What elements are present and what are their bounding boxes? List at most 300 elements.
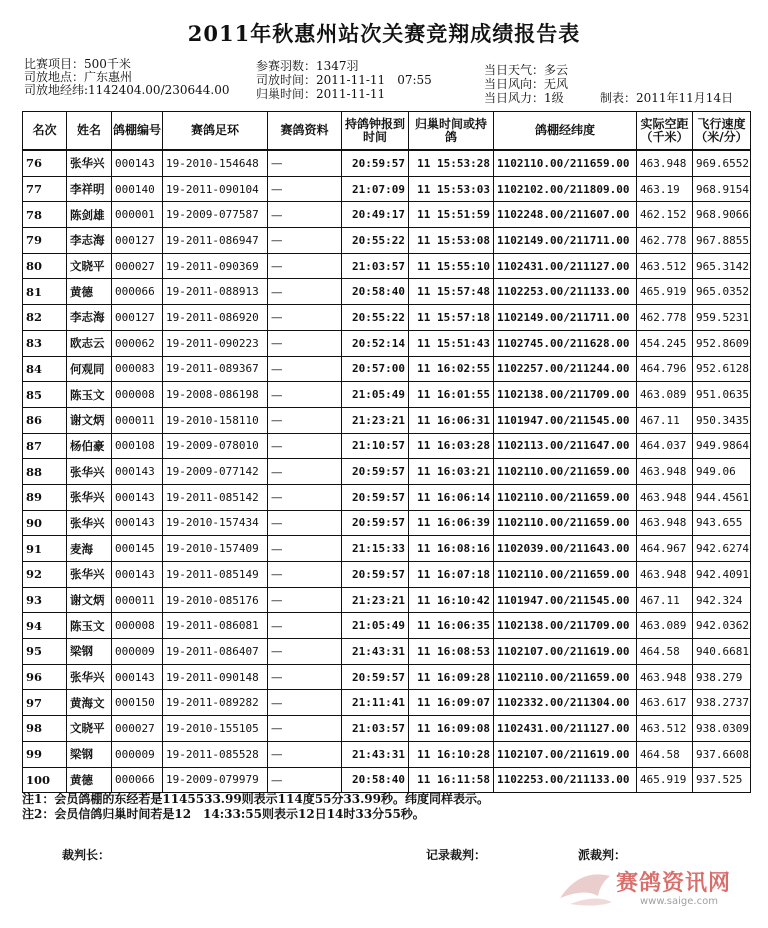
cell-speed: 943.655 [693, 510, 751, 536]
cell-dist: 463.948 [637, 664, 693, 690]
cell-dist: 462.778 [637, 305, 693, 331]
cell-clock: 20:59:57 [342, 484, 409, 510]
cell-loft: 000143 [112, 150, 163, 176]
cell-info: — [268, 279, 342, 305]
cell-speed: 942.0362 [693, 613, 751, 639]
cell-ring: 19-2011-086920 [163, 305, 268, 331]
cell-name: 谢文炳 [67, 407, 112, 433]
meta-wind-force: 当日风力：1级 [484, 91, 564, 105]
cell-loft: 000150 [112, 690, 163, 716]
table-row [23, 664, 751, 690]
cell-dist: 463.512 [637, 253, 693, 279]
cell-ring: 19-2011-090104 [163, 176, 268, 202]
cell-rank: 99 [23, 741, 67, 767]
cell-speed: 944.4561 [693, 484, 751, 510]
cell-info: — [268, 407, 342, 433]
cell-arrive: 11 16:09:28 [409, 664, 494, 690]
cell-ring: 19-2011-086947 [163, 228, 268, 254]
cell-ring: 19-2010-155105 [163, 716, 268, 742]
cell-info: — [268, 305, 342, 331]
cell-rank: 85 [23, 382, 67, 408]
cell-dist: 465.919 [637, 279, 693, 305]
cell-loft: 000066 [112, 767, 163, 793]
signature-dispatch-judge: 派裁判： [578, 848, 627, 862]
meta-prepared-date: 制表：2011年11月14日 [600, 91, 734, 105]
cell-speed: 942.6274 [693, 536, 751, 562]
cell-rank: 79 [23, 228, 67, 254]
cell-arrive: 11 16:09:07 [409, 690, 494, 716]
cell-dist: 463.948 [637, 150, 693, 176]
cell-info: — [268, 253, 342, 279]
cell-arrive: 11 15:53:08 [409, 228, 494, 254]
cell-arrive: 11 15:53:28 [409, 150, 494, 176]
cell-clock: 20:59:57 [342, 664, 409, 690]
cell-clock: 20:59:57 [342, 150, 409, 176]
cell-coord: 1102107.00/211619.00 [494, 639, 637, 665]
cell-ring: 19-2011-086407 [163, 639, 268, 665]
cell-speed: 937.6608 [693, 741, 751, 767]
cell-coord: 1102332.00/211304.00 [494, 690, 637, 716]
table-row [23, 536, 751, 562]
cell-speed: 938.279 [693, 664, 751, 690]
table-row [23, 253, 751, 279]
cell-dist: 463.948 [637, 510, 693, 536]
cell-loft: 000083 [112, 356, 163, 382]
cell-dist: 463.948 [637, 484, 693, 510]
cell-arrive: 11 16:11:58 [409, 767, 494, 793]
cell-loft: 000008 [112, 613, 163, 639]
cell-clock: 20:55:22 [342, 305, 409, 331]
cell-loft: 000027 [112, 253, 163, 279]
signature-record-judge: 记录裁判： [426, 848, 487, 862]
cell-dist: 463.948 [637, 459, 693, 485]
cell-ring: 19-2011-089282 [163, 690, 268, 716]
cell-dist: 463.089 [637, 613, 693, 639]
cell-ring: 19-2011-086081 [163, 613, 268, 639]
cell-dist: 464.58 [637, 741, 693, 767]
cell-coord: 1102745.00/211628.00 [494, 330, 637, 356]
meta-release-coords: 司放地经纬:1142404.00/230644.00 [24, 83, 230, 97]
cell-arrive: 11 16:09:08 [409, 716, 494, 742]
cell-loft: 000027 [112, 716, 163, 742]
cell-info: — [268, 356, 342, 382]
cell-arrive: 11 16:10:28 [409, 741, 494, 767]
cell-rank: 92 [23, 562, 67, 588]
cell-ring: 19-2011-090223 [163, 330, 268, 356]
cell-speed: 951.0635 [693, 382, 751, 408]
cell-arrive: 11 15:57:48 [409, 279, 494, 305]
cell-rank: 90 [23, 510, 67, 536]
cell-coord: 1102253.00/211133.00 [494, 279, 637, 305]
table-row [23, 459, 751, 485]
cell-arrive: 11 15:51:43 [409, 330, 494, 356]
cell-info: — [268, 459, 342, 485]
cell-arrive: 11 15:57:18 [409, 305, 494, 331]
cell-coord: 1102431.00/211127.00 [494, 253, 637, 279]
cell-arrive: 11 15:51:59 [409, 202, 494, 228]
cell-rank: 89 [23, 484, 67, 510]
cell-ring: 19-2010-157409 [163, 536, 268, 562]
table-row [23, 741, 751, 767]
cell-arrive: 11 16:06:31 [409, 407, 494, 433]
cell-speed: 965.3142 [693, 253, 751, 279]
cell-arrive: 11 16:07:18 [409, 562, 494, 588]
cell-loft: 000108 [112, 433, 163, 459]
cell-info: — [268, 382, 342, 408]
cell-name: 陈玉文 [67, 382, 112, 408]
cell-loft: 000143 [112, 459, 163, 485]
cell-clock: 21:05:49 [342, 613, 409, 639]
cell-ring: 19-2011-090148 [163, 664, 268, 690]
cell-ring: 19-2011-090369 [163, 253, 268, 279]
cell-speed: 967.8855 [693, 228, 751, 254]
cell-ring: 19-2010-158110 [163, 407, 268, 433]
cell-loft: 000143 [112, 484, 163, 510]
cell-speed: 952.6128 [693, 356, 751, 382]
cell-clock: 21:43:31 [342, 741, 409, 767]
table-row [23, 202, 751, 228]
cell-info: — [268, 433, 342, 459]
cell-info: — [268, 176, 342, 202]
cell-coord: 1102138.00/211709.00 [494, 613, 637, 639]
table-row [23, 484, 751, 510]
cell-rank: 93 [23, 587, 67, 613]
cell-speed: 952.8609 [693, 330, 751, 356]
cell-clock: 21:15:33 [342, 536, 409, 562]
column-header: 赛鸽资料 [268, 112, 342, 151]
cell-rank: 82 [23, 305, 67, 331]
cell-name: 麦海 [67, 536, 112, 562]
cell-coord: 1102431.00/211127.00 [494, 716, 637, 742]
cell-arrive: 11 16:03:21 [409, 459, 494, 485]
cell-clock: 21:03:57 [342, 253, 409, 279]
cell-clock: 20:52:14 [342, 330, 409, 356]
cell-coord: 1102110.00/211659.00 [494, 664, 637, 690]
table-row [23, 228, 751, 254]
cell-rank: 84 [23, 356, 67, 382]
cell-coord: 1102110.00/211659.00 [494, 562, 637, 588]
table-row [23, 382, 751, 408]
cell-coord: 1102113.00/211647.00 [494, 433, 637, 459]
table-row [23, 613, 751, 639]
cell-coord: 1102257.00/211244.00 [494, 356, 637, 382]
cell-rank: 88 [23, 459, 67, 485]
cell-ring: 19-2009-077587 [163, 202, 268, 228]
cell-ring: 19-2011-085149 [163, 562, 268, 588]
cell-arrive: 11 16:08:16 [409, 536, 494, 562]
cell-coord: 1102110.00/211659.00 [494, 459, 637, 485]
cell-name: 张华兴 [67, 150, 112, 176]
cell-name: 文晓平 [67, 716, 112, 742]
column-header: 持鸽钟报到时间 [342, 112, 409, 151]
cell-coord: 1102149.00/211711.00 [494, 305, 637, 331]
cell-speed: 959.5231 [693, 305, 751, 331]
cell-name: 文晓平 [67, 253, 112, 279]
cell-coord: 1102110.00/211659.00 [494, 484, 637, 510]
cell-rank: 86 [23, 407, 67, 433]
cell-name: 梁钢 [67, 639, 112, 665]
cell-loft: 000001 [112, 202, 163, 228]
cell-rank: 95 [23, 639, 67, 665]
cell-loft: 000066 [112, 279, 163, 305]
cell-dist: 464.58 [637, 639, 693, 665]
cell-coord: 1102138.00/211709.00 [494, 382, 637, 408]
cell-clock: 20:58:40 [342, 767, 409, 793]
cell-clock: 20:49:17 [342, 202, 409, 228]
table-row [23, 690, 751, 716]
column-header: 名次 [23, 112, 67, 151]
cell-speed: 969.6552 [693, 150, 751, 176]
table-row [23, 176, 751, 202]
cell-name: 何观同 [67, 356, 112, 382]
column-header: 姓名 [67, 112, 112, 151]
cell-rank: 83 [23, 330, 67, 356]
cell-dist: 465.919 [637, 767, 693, 793]
cell-speed: 968.9154 [693, 176, 751, 202]
cell-loft: 000062 [112, 330, 163, 356]
cell-info: — [268, 639, 342, 665]
cell-loft: 000140 [112, 176, 163, 202]
results-table [22, 111, 751, 793]
cell-coord: 1102110.00/211659.00 [494, 510, 637, 536]
cell-clock: 21:07:09 [342, 176, 409, 202]
cell-coord: 1102039.00/211643.00 [494, 536, 637, 562]
cell-arrive: 11 16:08:53 [409, 639, 494, 665]
cell-loft: 000145 [112, 536, 163, 562]
cell-arrive: 11 15:53:03 [409, 176, 494, 202]
meta-release-time: 司放时间：2011-11-11 07:55 [256, 73, 432, 87]
cell-rank: 96 [23, 664, 67, 690]
meta-return-time: 归巢时间：2011-11-11 [256, 87, 386, 101]
cell-name: 张华兴 [67, 664, 112, 690]
cell-arrive: 11 16:06:39 [409, 510, 494, 536]
cell-coord: 1102107.00/211619.00 [494, 741, 637, 767]
cell-loft: 000127 [112, 228, 163, 254]
cell-speed: 968.9066 [693, 202, 751, 228]
column-header: 实际空距（千米） [637, 112, 693, 151]
cell-clock: 21:23:21 [342, 407, 409, 433]
cell-clock: 21:10:57 [342, 433, 409, 459]
cell-ring: 19-2009-077142 [163, 459, 268, 485]
cell-dist: 463.19 [637, 176, 693, 202]
table-row [23, 356, 751, 382]
table-row [23, 639, 751, 665]
cell-name: 陈剑雄 [67, 202, 112, 228]
cell-ring: 19-2011-088913 [163, 279, 268, 305]
cell-arrive: 11 16:03:28 [409, 433, 494, 459]
cell-rank: 91 [23, 536, 67, 562]
cell-dist: 454.245 [637, 330, 693, 356]
cell-ring: 19-2011-089367 [163, 356, 268, 382]
cell-loft: 000008 [112, 382, 163, 408]
cell-clock: 20:58:40 [342, 279, 409, 305]
cell-dist: 463.089 [637, 382, 693, 408]
cell-speed: 942.324 [693, 587, 751, 613]
cell-info: — [268, 613, 342, 639]
table-row [23, 150, 751, 176]
cell-arrive: 11 16:10:42 [409, 587, 494, 613]
cell-name: 张华兴 [67, 459, 112, 485]
cell-dist: 464.037 [637, 433, 693, 459]
cell-name: 欧志云 [67, 330, 112, 356]
table-body [23, 150, 751, 793]
cell-info: — [268, 587, 342, 613]
cell-speed: 938.2737 [693, 690, 751, 716]
table-row [23, 587, 751, 613]
cell-clock: 21:05:49 [342, 382, 409, 408]
cell-rank: 87 [23, 433, 67, 459]
cell-clock: 21:03:57 [342, 716, 409, 742]
cell-name: 黄德 [67, 279, 112, 305]
table-row [23, 510, 751, 536]
cell-rank: 94 [23, 613, 67, 639]
cell-dist: 462.152 [637, 202, 693, 228]
cell-info: — [268, 767, 342, 793]
column-header: 飞行速度（米/分） [693, 112, 751, 151]
cell-name: 李志海 [67, 305, 112, 331]
column-header: 归巢时间或持鸽 [409, 112, 494, 151]
cell-clock: 20:59:57 [342, 510, 409, 536]
cell-clock: 20:55:22 [342, 228, 409, 254]
meta-release-place: 司放地点：广东惠州 [24, 70, 133, 84]
table-row [23, 562, 751, 588]
cell-speed: 938.0309 [693, 716, 751, 742]
cell-ring: 19-2009-078010 [163, 433, 268, 459]
page-title: 2011年秋惠州站次关赛竞翔成绩报告表 [187, 21, 581, 46]
cell-speed: 940.6681 [693, 639, 751, 665]
cell-info: — [268, 330, 342, 356]
cell-name: 杨伯豪 [67, 433, 112, 459]
cell-clock: 20:57:00 [342, 356, 409, 382]
cell-arrive: 11 16:02:55 [409, 356, 494, 382]
cell-info: — [268, 741, 342, 767]
cell-speed: 942.4091 [693, 562, 751, 588]
cell-clock: 21:23:21 [342, 587, 409, 613]
table-row [23, 433, 751, 459]
cell-loft: 000143 [112, 510, 163, 536]
column-header: 鸽棚经纬度 [494, 112, 637, 151]
cell-rank: 97 [23, 690, 67, 716]
cell-speed: 937.525 [693, 767, 751, 793]
cell-info: — [268, 664, 342, 690]
note-1: 注1：会员鸽棚的东经若是1145533.99则表示114度55分33.99秒。纬度同样表示。 [22, 792, 490, 806]
column-header: 赛鸽足环 [163, 112, 268, 151]
cell-name: 黄海文 [67, 690, 112, 716]
cell-loft: 000009 [112, 741, 163, 767]
cell-name: 张华兴 [67, 484, 112, 510]
cell-coord: 1102102.00/211809.00 [494, 176, 637, 202]
cell-name: 张华兴 [67, 510, 112, 536]
cell-dist: 463.617 [637, 690, 693, 716]
cell-rank: 80 [23, 253, 67, 279]
cell-name: 梁钢 [67, 741, 112, 767]
cell-info: — [268, 510, 342, 536]
cell-speed: 949.9864 [693, 433, 751, 459]
cell-dist: 464.967 [637, 536, 693, 562]
cell-info: — [268, 690, 342, 716]
cell-dist: 462.778 [637, 228, 693, 254]
cell-speed: 950.3435 [693, 407, 751, 433]
cell-ring: 19-2008-086198 [163, 382, 268, 408]
note-2: 注2：会员信鸽归巢时间若是12 14:33:55则表示12日14时33分55秒。 [22, 807, 425, 821]
cell-rank: 81 [23, 279, 67, 305]
cell-info: — [268, 150, 342, 176]
table-header-row [23, 112, 751, 151]
cell-info: — [268, 484, 342, 510]
cell-coord: 1102248.00/211607.00 [494, 202, 637, 228]
cell-loft: 000143 [112, 562, 163, 588]
cell-name: 李祥明 [67, 176, 112, 202]
cell-clock: 20:59:57 [342, 459, 409, 485]
cell-clock: 20:59:57 [342, 562, 409, 588]
cell-name: 谢文炳 [67, 587, 112, 613]
cell-coord: 1102110.00/211659.00 [494, 150, 637, 176]
table-row [23, 407, 751, 433]
cell-loft: 000127 [112, 305, 163, 331]
table-row [23, 305, 751, 331]
cell-coord: 1102149.00/211711.00 [494, 228, 637, 254]
cell-arrive: 11 16:06:14 [409, 484, 494, 510]
cell-rank: 76 [23, 150, 67, 176]
cell-loft: 000143 [112, 664, 163, 690]
cell-speed: 949.06 [693, 459, 751, 485]
cell-rank: 77 [23, 176, 67, 202]
cell-name: 黄德 [67, 767, 112, 793]
cell-clock: 21:11:41 [342, 690, 409, 716]
cell-info: — [268, 716, 342, 742]
watermark-text: 赛鸽资讯网 [616, 871, 732, 896]
cell-name: 张华兴 [67, 562, 112, 588]
cell-coord: 1102253.00/211133.00 [494, 767, 637, 793]
table-row [23, 716, 751, 742]
watermark-url: www.saige.com [640, 896, 718, 907]
cell-info: — [268, 228, 342, 254]
cell-loft: 000009 [112, 639, 163, 665]
cell-ring: 19-2010-154648 [163, 150, 268, 176]
cell-rank: 100 [23, 767, 67, 793]
cell-dist: 467.11 [637, 587, 693, 613]
cell-ring: 19-2011-085142 [163, 484, 268, 510]
cell-dist: 467.11 [637, 407, 693, 433]
table-row [23, 330, 751, 356]
cell-info: — [268, 536, 342, 562]
cell-loft: 000011 [112, 407, 163, 433]
cell-arrive: 11 16:06:35 [409, 613, 494, 639]
column-header: 鸽棚编号 [112, 112, 163, 151]
cell-loft: 000011 [112, 587, 163, 613]
cell-speed: 965.0352 [693, 279, 751, 305]
cell-ring: 19-2011-085528 [163, 741, 268, 767]
cell-dist: 463.948 [637, 562, 693, 588]
cell-rank: 78 [23, 202, 67, 228]
notes [22, 792, 489, 822]
cell-name: 陈玉文 [67, 613, 112, 639]
cell-info: — [268, 562, 342, 588]
cell-ring: 19-2010-085176 [163, 587, 268, 613]
cell-dist: 464.796 [637, 356, 693, 382]
signature-chief-judge: 裁判长： [62, 848, 111, 862]
table-row [23, 279, 751, 305]
cell-clock: 21:43:31 [342, 639, 409, 665]
meta-entries: 参赛羽数：1347羽 [256, 59, 359, 73]
cell-arrive: 11 15:55:10 [409, 253, 494, 279]
cell-coord: 1101947.00/211545.00 [494, 407, 637, 433]
cell-name: 李志海 [67, 228, 112, 254]
cell-ring: 19-2009-079979 [163, 767, 268, 793]
cell-arrive: 11 16:01:55 [409, 382, 494, 408]
cell-info: — [268, 202, 342, 228]
cell-rank: 98 [23, 716, 67, 742]
